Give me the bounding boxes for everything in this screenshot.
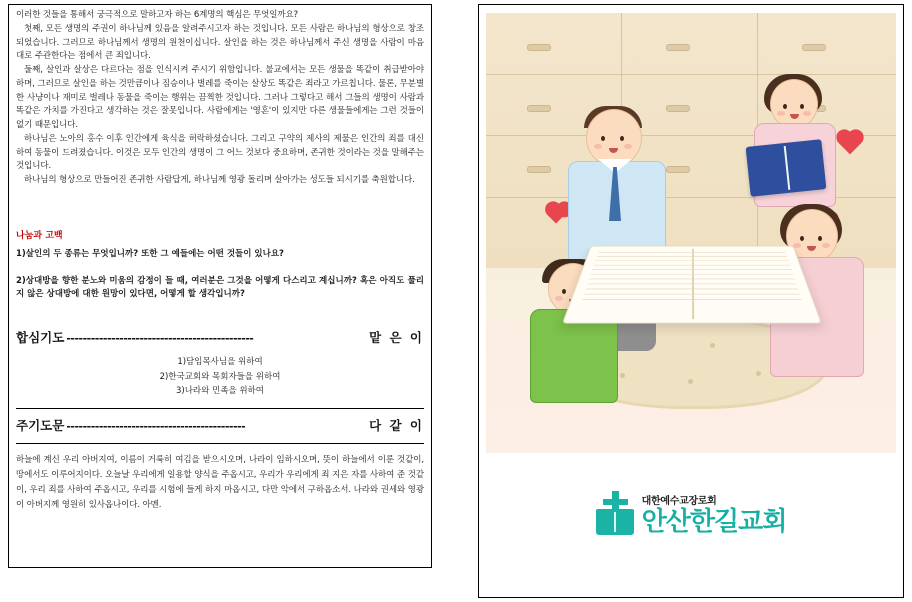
question-1: 1)살인의 두 종류는 무엇입니까? 또한 그 예들에는 어떤 것들이 있나요?: [16, 248, 284, 259]
communal-prayer-label: 합심기도: [16, 329, 65, 345]
spacer: [16, 315, 424, 328]
communal-prayer-items: [16, 355, 424, 400]
right-illustration-panel: [478, 4, 904, 598]
daughter-figure-reading: [744, 79, 848, 219]
question-2: 2)상대방을 향한 분노와 미움의 감정이 들 때, 여러분은 그것을 어떻게 다스리고 계십니까? 혹은 아직도 풀리지 않은 상대방에 대한 원망이 있다면, 어떻게 할 생각입니까?: [16, 275, 424, 300]
book-text-lines: [578, 252, 807, 314]
sharing-section-title: 나눔과 고백: [16, 230, 63, 241]
lords-prayer-heading: [16, 416, 424, 434]
communal-prayer-item-3: 3)나라와 민족을 위하여: [175, 386, 265, 397]
church-logo: [479, 491, 903, 535]
lords-prayer-text: 하늘에 계신 우리 아버지여, 이름이 거룩히 여김을 받으시오며, 나라이 임하시오며, 뜻이 하늘에서 이룬 것같이, 땅에서도 이루어지이다. 오늘날 우리에게 일용할 양식을 주옵시고, 우리가 우리에게 죄 지은 자를 사하여 준 것같이, 우리 죄를 사하여 주옵시고, 우리를 시험에 들게 하지 마옵시고, 다만 악에서 구하옵소서. 나라와 권세와 영광이 아버지께 영원히 있사옵나이다. 아멘.: [16, 455, 424, 510]
logo-text: [642, 492, 787, 535]
denomination-name: 대한예수교장로회: [641, 496, 717, 507]
sermon-body: [16, 9, 424, 188]
lords-prayer-leader-dots: --------------------------------------------: [66, 420, 246, 434]
head: [770, 79, 818, 129]
body-paragraph-1: 이러한 것들을 통해서 궁극적으로 말하고자 하는 6계명의 핵심은 무엇일까요?: [16, 10, 298, 20]
blue-book: [746, 139, 827, 197]
lords-prayer-assignee: 다 같 이: [369, 418, 424, 434]
communal-prayer-leader-dots: ----------------------------------------------: [66, 331, 254, 345]
spacer: [16, 188, 424, 228]
body-paragraph-3: 둘째, 살인과 살상은 다르다는 점을 인식시켜 주시기 위함입니다. 불교에서는 모든 생물을 똑같이 취급받아야 하며, 그러므로 살인을 하는 것만큼이나 짐승이나 벌레를 죽이는 살상도 똑같은 죄라고 가르칩니다. 물론, 무분별한 사냥이나 재미로 벌레나 동물을 죽이는 행위는 끔찍한 것입니다. 그러나 그렇다고 해서 그들의 생명이 사람과 똑같은 가치를 가진다고 생각하는 것은 잘못입니다. 사람에게는 '영혼'이 있지만 다른 생물들에게는 그런 것들이 없기 때문입니다.: [16, 65, 424, 131]
communal-prayer-item-1: 1)담임목사님을 위하여: [177, 356, 263, 367]
head: [586, 109, 642, 167]
divider: [16, 408, 424, 409]
church-name: 안산한길교회: [641, 507, 787, 537]
body-paragraph-5: 하나님의 형상으로 만들어진 존귀한 사람답게, 하나님께 영광 돌리며 살아가는 성도들 되시기를 축원합니다.: [24, 175, 415, 186]
open-bible: [562, 246, 822, 324]
communal-prayer-heading: [16, 328, 424, 346]
left-text-panel: [8, 4, 432, 568]
divider: [16, 443, 424, 444]
communal-prayer-assignee: 맡 은 이: [369, 329, 424, 345]
body-paragraph-4: 하나님은 노아의 홍수 이후 인간에게 육식을 허락하셨습니다. 그리고 구약의 제사의 제물은 인간의 죄를 대신하여 동물이 드려졌습니다. 이것은 모두 인간의 생명이 그 어느 것보다 중요하며, 존귀한 것이라는 것을 말해주는 것입니다.: [16, 133, 424, 172]
cross-and-book-logo-icon: [596, 491, 634, 535]
lords-prayer-label: 주기도문: [16, 418, 65, 434]
family-bible-reading-illustration: [486, 13, 896, 453]
body-paragraph-2: 첫째, 모든 생명의 주권이 하나님께 있음을 알려주시고자 하는 것입니다. 모든 사람은 하나님의 형상으로 창조되었습니다. 그러므로 하나님께서 생명의 원천이십니다. 살인을 하는 것은 하나님께서 주신 생명을 사람이 마음대로 주관한다는 점에서 큰 죄입니다.: [16, 23, 424, 62]
communal-prayer-item-2: 2)한국교회와 목회자들을 위하여: [159, 371, 281, 382]
